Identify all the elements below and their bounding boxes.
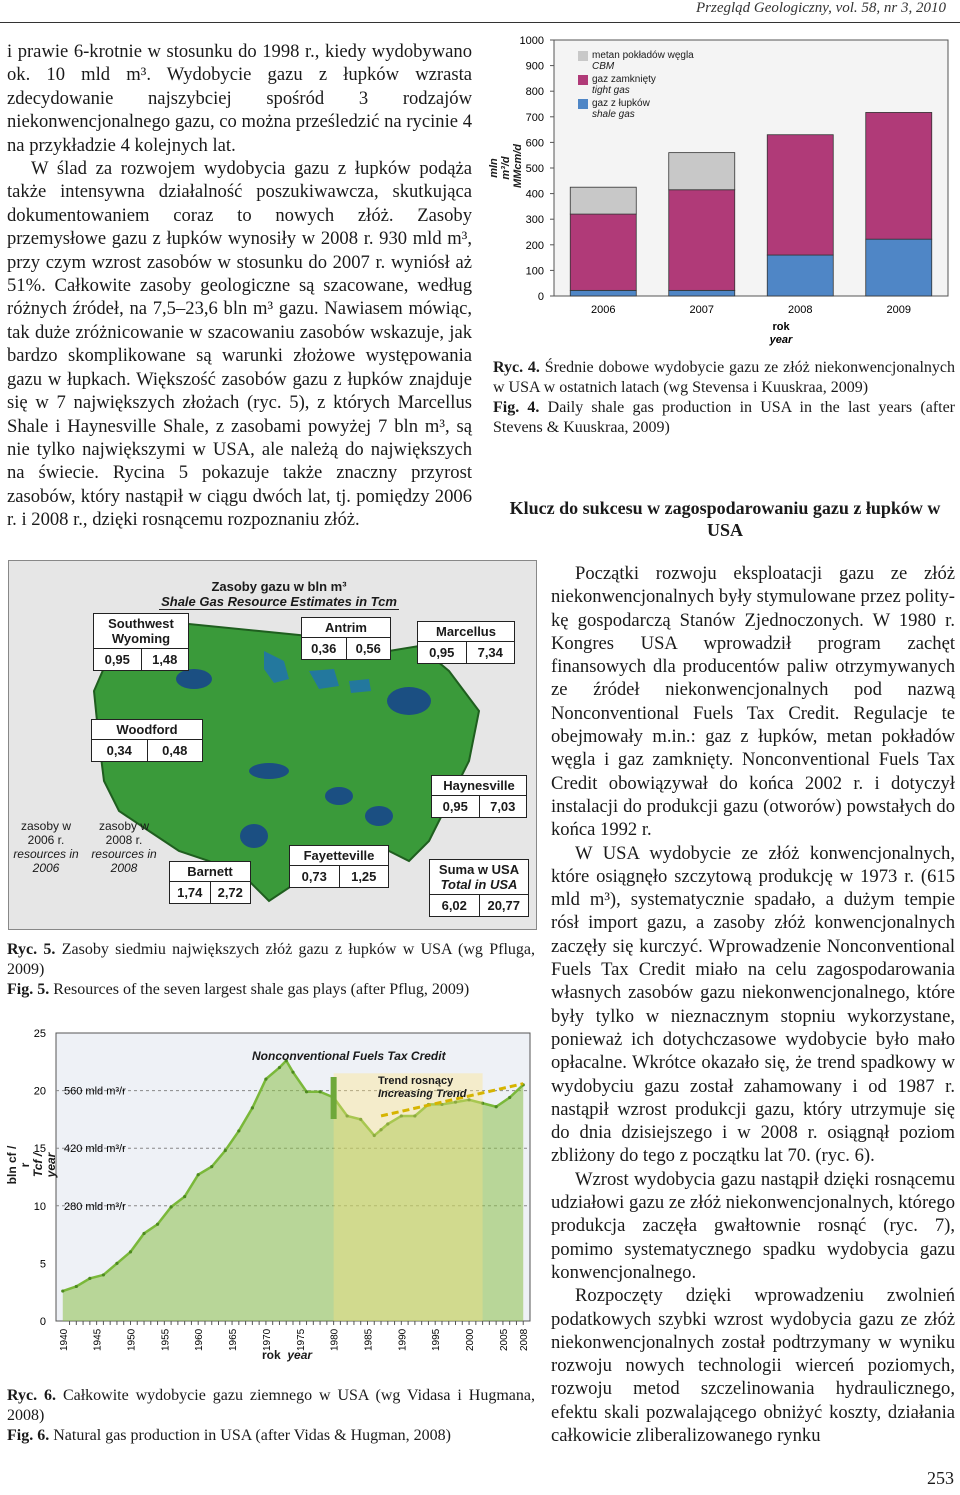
value-2008: 7,03 — [479, 796, 527, 817]
fig6-nfc-annotation: Nonconventional Fuels Tax Credit — [252, 1049, 446, 1063]
fig6-chart — [6, 1015, 536, 1377]
bar-segment — [669, 290, 735, 296]
y-tick-label: 5 — [39, 1258, 46, 1271]
x-tick-label: 1975 — [295, 1328, 307, 1351]
data-point — [142, 1232, 145, 1235]
value-2008: 1,48 — [141, 649, 189, 670]
y-tick-label: 25 — [33, 1028, 46, 1040]
play-fayetteville — [289, 845, 389, 888]
legend-2006-pl: zasoby w 2006 r. — [20, 819, 72, 847]
data-point — [197, 1173, 200, 1176]
paragraph: Rozpoczęty dzięki wprowadzeniu zwolnień podatkowych szybki wzrost wydobycia gazu ze złóż niekonwencjonalnych został podtrzymany w wyniku rozwoju nowych technologii wierceń poziomych, rozwoju metod szczelinowania hydraulicznego, efektu skali pozwalającego obniżyć koszty, działania całkowicie zliberalizowanego rynku — [551, 1285, 955, 1446]
x-tick-label: 1945 — [92, 1328, 104, 1351]
play-name: Antrim — [302, 618, 390, 638]
legend-item — [578, 74, 718, 96]
fig6-xlabel-pl: rok — [262, 1348, 281, 1362]
bar-segment — [866, 112, 932, 239]
total-label-pl: Suma w USA — [438, 862, 520, 877]
caption-label: Ryc. 5. — [7, 941, 56, 958]
x-tick-label: 1960 — [194, 1328, 206, 1351]
value-2006: 1,74 — [177, 885, 203, 900]
y-tick-label: 15 — [33, 1143, 46, 1156]
x-tick-label: 2005 — [498, 1328, 510, 1351]
fig4-ylabel-en: MMcm/d — [512, 144, 524, 188]
reference-line-label: 280 mld m³/r — [64, 1200, 126, 1213]
paragraph: i prawie 6-krotnie w stosunku do 1998 r., kiedy wydobywano ok. 10 mld m³. Wydobycie gazu z łupków wzrasta zdecydowanie najszybciej spośród 3 rodzajów niekonwencjonalnego gazu, co można prześledzić na rycinie 4 na przykładzie 4 kolejnych lat. — [7, 41, 472, 156]
play-haynesville — [431, 775, 527, 818]
section-heading: Klucz do sukcesu w zagospodarowaniu gazu z łupków w USA — [509, 498, 941, 540]
x-tick-label: 1940 — [58, 1328, 70, 1351]
fig6-caption — [7, 1386, 535, 1446]
caption-text: Średnie dobowe wydobycie gazu ze złóż niekonwencjonalnych w USA w ostatnich latach (wg Stevensa i Kuuskraa, 2009) — [493, 359, 956, 396]
bar-segment — [669, 153, 735, 190]
fig5-caption — [7, 940, 535, 1000]
x-tick-label: 1985 — [363, 1328, 375, 1351]
caption-label: Fig. 4. — [493, 399, 540, 416]
y-tick-label: 800 — [525, 86, 544, 99]
play-woodford — [91, 719, 203, 762]
x-tick-label: 1955 — [160, 1328, 172, 1351]
total-usa — [429, 859, 529, 917]
caption-text: Resources of the seven largest shale gas plays (after Pflug, 2009) — [49, 981, 470, 998]
x-tick-label: 2008 — [788, 304, 813, 316]
bar-segment — [866, 239, 932, 296]
legend-2006 — [11, 819, 81, 875]
bar-segment — [767, 255, 833, 296]
play-name: Barnett — [170, 862, 250, 882]
x-tick-label: 1950 — [126, 1328, 138, 1351]
header-rule — [0, 22, 960, 23]
legend-item — [578, 50, 718, 72]
y-tick-label: 900 — [525, 60, 544, 73]
reference-line-label: 560 mld m³/r — [64, 1085, 126, 1098]
y-tick-label: 500 — [525, 163, 544, 175]
legend-item — [578, 98, 718, 120]
play-name: Fayetteville — [290, 846, 388, 866]
play-name: Haynesville — [432, 776, 526, 796]
data-point — [156, 1223, 159, 1226]
legend-2006-en: resources in 2006 — [13, 847, 79, 875]
value-2006: 0,95 — [442, 799, 468, 814]
data-point — [237, 1129, 240, 1132]
value-2008: 7,34 — [466, 642, 515, 663]
value-2008: 0,48 — [147, 740, 203, 761]
y-tick-label: 10 — [33, 1200, 46, 1213]
legend-swatch — [578, 75, 588, 85]
data-point — [129, 1250, 132, 1253]
caption-text: Natural gas production in USA (after Vidas & Hugman, 2008) — [49, 1427, 451, 1444]
journal-header: Przegląd Geologiczny, vol. 58, nr 3, 2010 — [696, 0, 946, 16]
fig6-xlabel — [262, 1348, 312, 1362]
value-2008: 2,72 — [210, 882, 251, 903]
play-barnett — [169, 861, 251, 904]
fig6-ylabel-pl: bln cf / r — [5, 1145, 32, 1185]
bar-segment — [669, 190, 735, 291]
data-point — [291, 1071, 294, 1074]
fig4-xlabel-en: year — [769, 334, 793, 346]
data-point — [88, 1277, 91, 1280]
fig6-xlabel-en: year — [287, 1348, 313, 1362]
value-2006: 0,73 — [301, 869, 327, 884]
data-point — [278, 1066, 281, 1069]
legend-swatch — [578, 99, 588, 109]
data-point — [210, 1165, 213, 1168]
fig5-title-en: Shale Gas Resource Estimates in Tcm — [159, 594, 399, 610]
caption-label: Fig. 5. — [7, 981, 50, 998]
legend-label-en: tight gas — [592, 85, 630, 96]
data-point — [115, 1262, 118, 1265]
play-name: Southwest Wyoming — [94, 614, 188, 649]
data-point — [61, 1289, 64, 1292]
y-tick-label: 700 — [525, 111, 544, 124]
x-tick-label: 2009 — [886, 304, 911, 316]
total-label-en: Total in USA — [440, 877, 518, 892]
data-point — [508, 1096, 511, 1099]
legend-2008-en: resources in 2008 — [91, 847, 157, 875]
legend-swatch — [578, 51, 588, 61]
y-tick-label: 0 — [39, 1316, 46, 1328]
fig4-svg — [486, 28, 956, 353]
right-column-text — [551, 562, 955, 1447]
fig5-title-pl: Zasoby gazu w bln m³ — [211, 579, 347, 594]
caption-text: Zasoby siedmiu największych złóż gazu z łupków w USA (wg Pfluga, 2009) — [7, 941, 536, 978]
caption-label: Fig. 6. — [7, 1427, 50, 1444]
total-label — [430, 860, 528, 895]
data-point — [495, 1105, 498, 1108]
x-tick-label: 2006 — [591, 304, 616, 316]
caption-text: Całkowite wydobycie gazu ziemnego w USA (wg Vidasa i Hugmana, 2008) — [7, 1387, 535, 1424]
data-point — [224, 1149, 227, 1152]
caption-label: Ryc. 6. — [7, 1387, 57, 1404]
total-2008: 20,77 — [479, 895, 529, 916]
fig4-ylabel-pl: mln m³/d — [488, 156, 512, 180]
data-point — [170, 1205, 173, 1208]
bar-segment — [570, 214, 636, 290]
x-tick-label: 1965 — [228, 1328, 240, 1351]
y-tick-label: 100 — [525, 265, 544, 278]
data-point — [318, 1090, 321, 1093]
fig4-legend — [578, 50, 718, 120]
fig6-ylabel — [6, 1145, 58, 1185]
fig6-trend-annotation — [378, 1075, 466, 1101]
trend-pl: Trend rosnący — [378, 1075, 454, 1087]
y-tick-label: 1000 — [519, 35, 544, 47]
legend-label-en: CBM — [592, 61, 615, 72]
y-tick-label: 400 — [525, 188, 544, 201]
page-number: 253 — [927, 1468, 954, 1488]
value-2008: 0,56 — [346, 638, 391, 659]
left-column-text — [7, 40, 472, 532]
play-southwest-wyoming — [93, 613, 189, 671]
fig4-xlabel-pl: rok — [772, 321, 790, 333]
x-tick-label: 1990 — [397, 1328, 409, 1351]
trend-en: Increasing Trend — [378, 1088, 467, 1100]
bar-segment — [767, 135, 833, 255]
legend-2008-pl: zasoby w 2008 r. — [98, 819, 150, 847]
legend-label: gaz zamknięty — [592, 74, 656, 85]
data-point — [264, 1077, 267, 1080]
y-tick-label: 300 — [525, 214, 544, 227]
paragraph: Początki rozwoju eksploatacji gazu ze złóż niekonwencjonalnych były stymulowane przez polity-kę gospodarczą Stanów Zjednoczonych. W 1980 r. Kongres USA wprowadził program zachęt finansowych dla producentów paliw otrzymywanych ze źródeł niekonwencjonalnych pod nazwą Nonconventional Fuels Tax Credit. Regulacje te obejmowały m.in.: gaz z łupków, metan pokładów węgla i gaz zamknięty. Nonconventional Fuels Tax Credit obowiązywał do końca 2002 r. i dotyczył instalacji do produkcji gazu (otworów) powstałych do końca 1992 r. — [551, 563, 955, 841]
x-tick-label: 2007 — [689, 304, 714, 316]
play-name: Marcellus — [418, 622, 514, 642]
value-2006: 0,95 — [429, 645, 455, 660]
y-tick-label: 200 — [525, 239, 544, 252]
value-2008: 1,25 — [339, 866, 389, 887]
fig5-map — [8, 560, 537, 930]
paragraph: W ślad za rozwojem wydobycia gazu z łupków podąża także intensywna działalność poszukiwawcza, skutkująca dokumentowaniem coraz to nowych złóż. Zasoby przemysłowe gazu z łupków wynosiły w 2008 r. 930 mld m³, przy czym wzrost zasobów w stosunku do 2007 r. wyniósł aż 51%. Całkowite zasoby geologiczne są szacowane, według różnych źródeł, na 7,5–23,6 bln m³ gazu. Nawiasem mówiąc, tak duże zróżnicowanie w szacowaniu zasobów wskazuje, jak bardzo skomplikowane są warunki złożowe występowania gazu w łupkach. Większość zasobów gazu z łupków znajduje się w 7 największych złożach (ryc. 5), z których Marcellus Shale i Haynesville Shale, z zasobami powyżej 7 bln m³, są nie tylko największymi w USA, ale należą do największych na świecie. Rycina 5 pokazuje także znaczny przyrost zasobów, który nastąpił w ciągu dwóch lat, tj. pomiędzy 2006 r. i 2008 r., dzięki rosnącemu rozpoznaniu złóż. — [7, 158, 472, 531]
value-2006: 0,34 — [106, 743, 132, 758]
data-point — [102, 1273, 105, 1276]
x-tick-label: 2000 — [465, 1328, 477, 1351]
legend-2008 — [89, 819, 159, 875]
legend-label: gaz z łupków — [592, 98, 650, 109]
legend-label: metan pokładów węgla — [592, 50, 694, 61]
data-point — [183, 1195, 186, 1198]
play-antrim — [301, 617, 391, 660]
y-tick-label: 600 — [525, 137, 544, 150]
fig6-ylabel-en: Tcf / year — [31, 1152, 58, 1178]
play-marcellus — [417, 621, 515, 664]
value-2006: 0,95 — [104, 652, 130, 667]
caption-text: Daily shale gas production in USA in the last years (after Stevens & Kuuskraa, 2009) — [493, 399, 955, 436]
reference-line-label: 420 mld m³/r — [64, 1143, 126, 1156]
data-point — [75, 1285, 78, 1288]
fig4-chart — [486, 28, 956, 353]
fig4-caption — [493, 358, 955, 438]
paragraph: Wzrost wydobycia gazu nastąpił dzięki rosnącemu udziałowi gazu ze złóż niekonwencjonalnych, którego produkcja zaczęła gwałtownie rosnąć (ryc. 7), pomimo systematycznego spadku wydobycia gazu konwencjonalnego. — [551, 1168, 955, 1283]
x-tick-label: 1980 — [329, 1328, 341, 1351]
bar-segment — [570, 187, 636, 214]
x-tick-label: 1995 — [431, 1328, 443, 1351]
x-tick-label: 1970 — [261, 1328, 273, 1351]
play-name: Woodford — [92, 720, 202, 740]
data-point — [305, 1090, 308, 1093]
total-2006: 6,02 — [441, 898, 467, 913]
value-2006: 0,36 — [311, 641, 337, 656]
legend-label-en: shale gas — [592, 109, 635, 120]
paragraph: W USA wydobycie ze złóż konwencjonalnych, które osiągnęło szczytową produkcję w 1973 r. (615 mld m³), systematycznie spadało, a dużym tempie rósł import gazu, a zasoby złóż konwencjonalnych zaczęły się kurczyć. Wprowadzenie Nonconventional Fuels Tax Credit miało na celu zagospodarowania własnych zasobów gazu niekonwencjonalnego, które były tylko w nieznacznym stopniu wykorzystane, ponieważ ich dotychczasowe wydobycie było mało opłacalne. Wkrótce okazało się, że trend spadkowy w wydobyciu gazu został zahamowany i od 1987 r. nastąpił wzrost produkcji gazu, który utrzymuje się do dnia dzisiejszego i w 2008 r. osiągnął poziom zbliżony do tego z początku lat 70. (ryc. 6). — [551, 842, 955, 1167]
bar-segment — [570, 290, 636, 296]
y-tick-label: 20 — [33, 1085, 46, 1098]
fig6-svg — [6, 1015, 536, 1377]
x-tick-label: 2008 — [519, 1328, 531, 1351]
fig5-title — [159, 579, 399, 610]
data-point — [251, 1106, 254, 1109]
caption-label: Ryc. 4. — [493, 359, 540, 376]
y-tick-label: 0 — [537, 291, 544, 303]
